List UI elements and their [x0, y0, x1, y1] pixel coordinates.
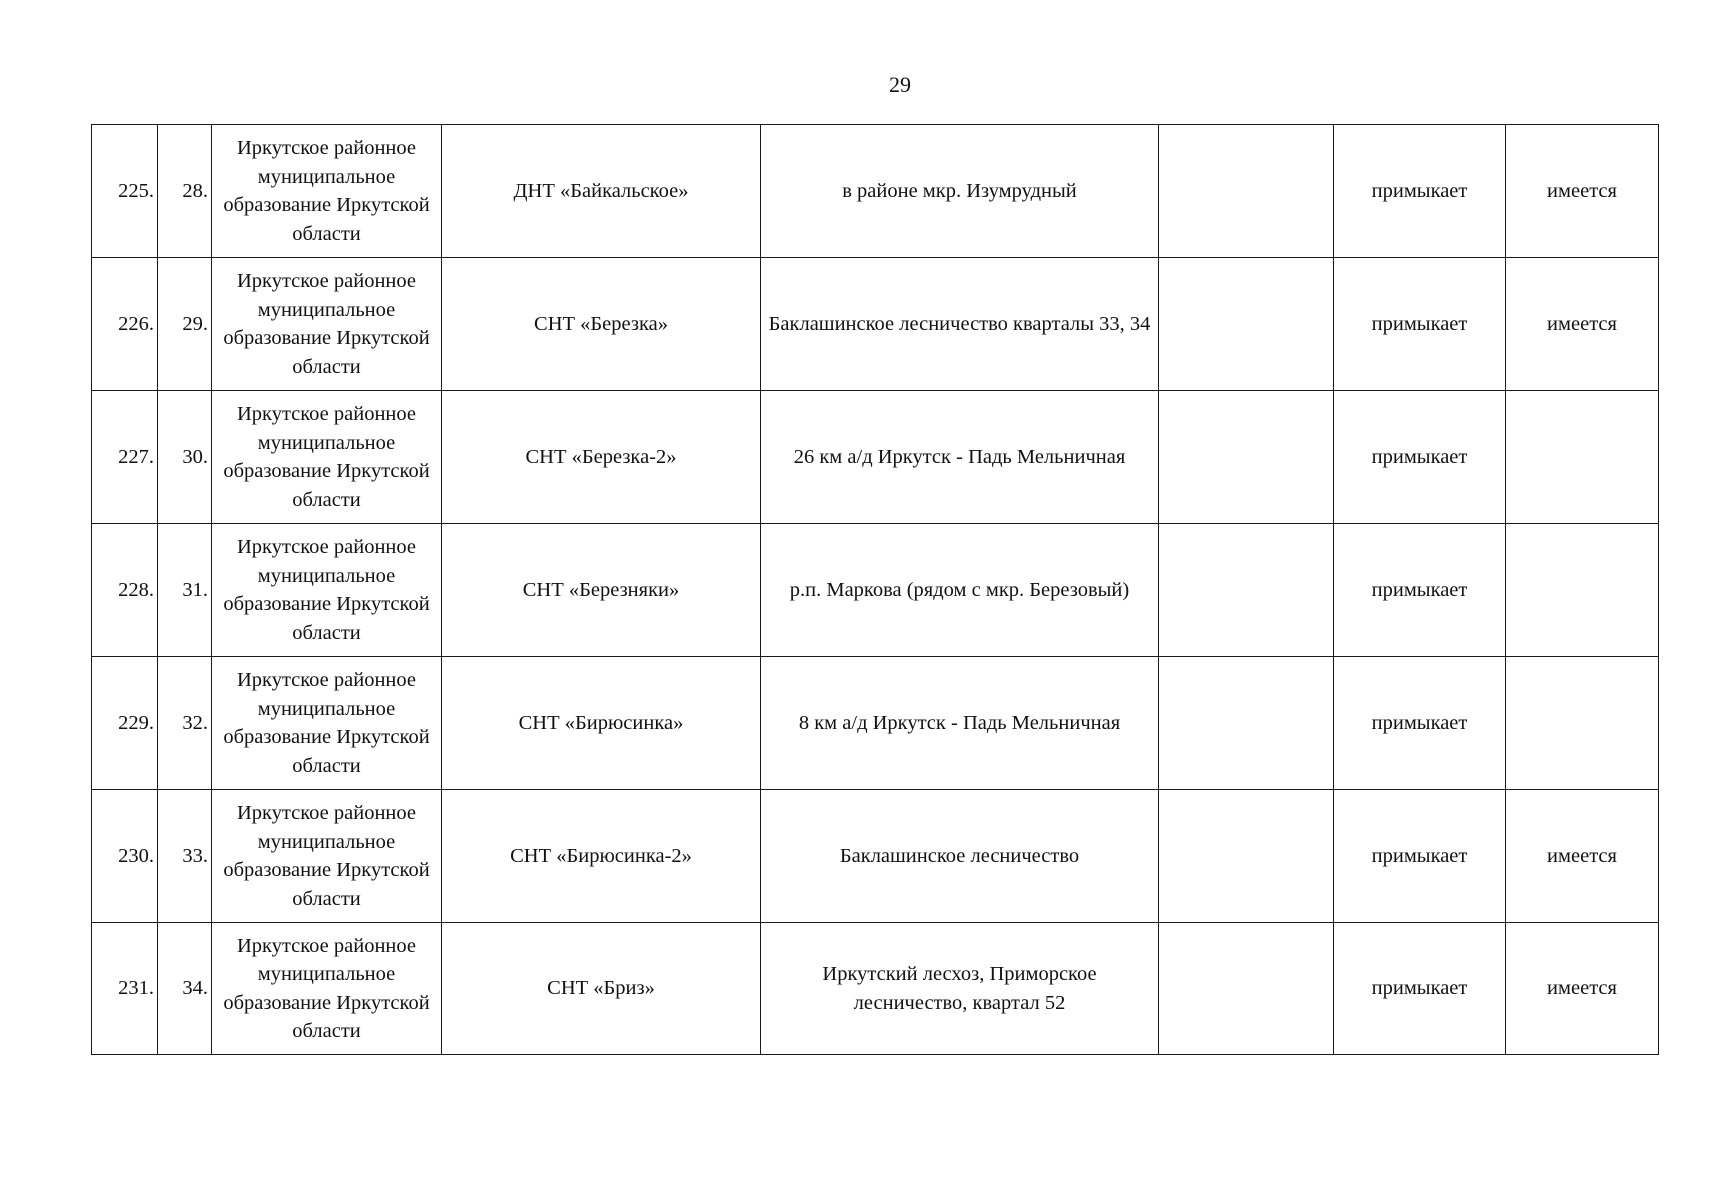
organization-cell: СНТ «Березка-2»	[442, 391, 761, 524]
table-body	[92, 125, 1659, 1055]
availability-cell	[1506, 524, 1659, 657]
local-number-cell: 30.	[158, 391, 212, 524]
adjacency-cell: примыкает	[1334, 258, 1506, 391]
local-number-cell: 33.	[158, 790, 212, 923]
empty-column-cell	[1159, 258, 1334, 391]
availability-cell: имеется	[1506, 790, 1659, 923]
empty-column-cell	[1159, 923, 1334, 1055]
adjacency-cell: примыкает	[1334, 524, 1506, 657]
organization-cell: СНТ «Бирюсинка»	[442, 657, 761, 790]
global-number-cell: 227.	[92, 391, 158, 524]
location-cell: 26 км а/д Иркутск - Падь Мельничная	[761, 391, 1159, 524]
empty-column-cell	[1159, 524, 1334, 657]
organization-cell: СНТ «Березняки»	[442, 524, 761, 657]
location-cell: Баклашинское лесничество	[761, 790, 1159, 923]
organization-cell: ДНТ «Байкальское»	[442, 125, 761, 258]
local-number-cell: 28.	[158, 125, 212, 258]
municipality-cell: Иркутское районное муниципальное образование Иркутской области	[212, 125, 442, 258]
local-number-cell: 31.	[158, 524, 212, 657]
municipality-cell: Иркутское районное муниципальное образование Иркутской области	[212, 657, 442, 790]
location-cell: Иркутский лесхоз, Приморское лесничество, квартал 52	[761, 923, 1159, 1055]
global-number-cell: 231.	[92, 923, 158, 1055]
global-number-cell: 228.	[92, 524, 158, 657]
location-cell: 8 км а/д Иркутск - Падь Мельничная	[761, 657, 1159, 790]
local-number-cell: 29.	[158, 258, 212, 391]
empty-column-cell	[1159, 657, 1334, 790]
location-cell: Баклашинское лесничество кварталы 33, 34	[761, 258, 1159, 391]
empty-column-cell	[1159, 125, 1334, 258]
location-cell: р.п. Маркова (рядом с мкр. Березовый)	[761, 524, 1159, 657]
table-row	[92, 125, 1659, 258]
location-cell: в районе мкр. Изумрудный	[761, 125, 1159, 258]
empty-column-cell	[1159, 790, 1334, 923]
table-row	[92, 258, 1659, 391]
global-number-cell: 229.	[92, 657, 158, 790]
global-number-cell: 225.	[92, 125, 158, 258]
municipality-cell: Иркутское районное муниципальное образование Иркутской области	[212, 524, 442, 657]
table-row	[92, 657, 1659, 790]
municipality-cell: Иркутское районное муниципальное образование Иркутской области	[212, 391, 442, 524]
organization-cell: СНТ «Бирюсинка-2»	[442, 790, 761, 923]
table-row	[92, 790, 1659, 923]
table-row	[92, 524, 1659, 657]
table-row	[92, 391, 1659, 524]
empty-column-cell	[1159, 391, 1334, 524]
adjacency-cell: примыкает	[1334, 657, 1506, 790]
organization-cell: СНТ «Березка»	[442, 258, 761, 391]
table-row	[92, 923, 1659, 1055]
adjacency-cell: примыкает	[1334, 923, 1506, 1055]
municipality-cell: Иркутское районное муниципальное образование Иркутской области	[212, 790, 442, 923]
local-number-cell: 32.	[158, 657, 212, 790]
availability-cell: имеется	[1506, 923, 1659, 1055]
local-number-cell: 34.	[158, 923, 212, 1055]
municipality-cell: Иркутское районное муниципальное образование Иркутской области	[212, 258, 442, 391]
global-number-cell: 230.	[92, 790, 158, 923]
adjacency-cell: примыкает	[1334, 391, 1506, 524]
availability-cell: имеется	[1506, 258, 1659, 391]
organization-cell: СНТ «Бриз»	[442, 923, 761, 1055]
page-number: 29	[889, 72, 911, 97]
adjacency-cell: примыкает	[1334, 790, 1506, 923]
availability-cell: имеется	[1506, 125, 1659, 258]
global-number-cell: 226.	[92, 258, 158, 391]
availability-cell	[1506, 391, 1659, 524]
adjacency-cell: примыкает	[1334, 125, 1506, 258]
municipality-cell: Иркутское районное муниципальное образование Иркутской области	[212, 923, 442, 1055]
availability-cell	[1506, 657, 1659, 790]
settlements-table	[91, 124, 1659, 1055]
